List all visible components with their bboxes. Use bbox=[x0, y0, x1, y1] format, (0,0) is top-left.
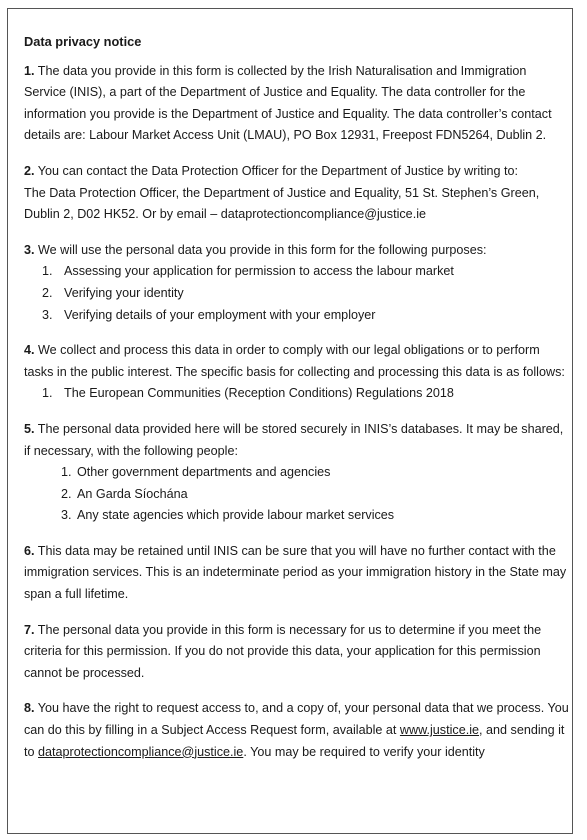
section-text: We will use the personal data you provide in this form for the following purposes: bbox=[38, 242, 487, 257]
notice-frame bbox=[7, 8, 573, 834]
section-number: 7. bbox=[24, 622, 35, 637]
section-number: 1. bbox=[24, 63, 35, 78]
section-number: 4. bbox=[24, 343, 35, 358]
section-6 bbox=[24, 541, 569, 606]
section-text: The personal data you provide in this form is necessary for us to determine if you meet the criteria for this permission. If you do not provide this data, your application for this permission cannot be processed. bbox=[24, 622, 542, 680]
justice-website-link[interactable]: www.justice.ie bbox=[399, 723, 480, 738]
list-item: 3. Any state agencies which provide labour market services bbox=[61, 508, 395, 523]
list-item: 1. The European Communities (Reception Conditions) Regulations 2018 bbox=[42, 386, 454, 401]
section-3 bbox=[24, 240, 569, 326]
basis-list bbox=[24, 383, 569, 405]
section-text: The personal data provided here will be stored securely in INIS’s databases. It may be shared, if necessary, with the following people: bbox=[24, 421, 564, 458]
section-text: , and sending it to bbox=[24, 723, 565, 759]
sharing-list bbox=[24, 462, 569, 527]
purpose-list bbox=[24, 261, 569, 326]
section-8 bbox=[24, 698, 569, 763]
section-text-address: The Data Protection Officer, the Department of Justice and Equality, 51 St. Stephen’s Green, Dublin 2, D02 HK52. Or by email – dataprotectioncompliance@justice.ie bbox=[24, 185, 540, 222]
section-number: 3. bbox=[24, 242, 35, 257]
section-7 bbox=[24, 620, 569, 685]
section-text: You have the right to request access to, and a copy of, your personal data that we process. You can do this by filling in a Subject Access Request form, available at bbox=[24, 701, 569, 738]
list-item: 1. Assessing your application for permission to access the labour market bbox=[42, 264, 454, 279]
section-text: The data you provide in this form is collected by the Irish Naturalisation and Immigration Service (INIS), a part of the Department of Justice and Equality. The data controller for the information you provide is the Department of Justice and Equality. The data controller’s contact details are: Labour Market Access Unit (LMAU), PO Box 12931, Freepost FDN5264, Dublin 2. bbox=[24, 63, 552, 143]
section-text: . You may be required to verify your identity bbox=[243, 744, 485, 759]
list-item: 2. An Garda Síochána bbox=[61, 486, 188, 501]
section-number: 2. bbox=[24, 163, 35, 178]
list-item: 1. Other government departments and agencies bbox=[61, 465, 331, 480]
page-title: Data privacy notice bbox=[24, 34, 142, 49]
section-text: We collect and process this data in order to comply with our legal obligations or to perform tasks in the public interest. The specific basis for collecting and processing this data is as follows: bbox=[24, 343, 565, 379]
section-5 bbox=[24, 419, 569, 527]
email-link[interactable]: dataprotectioncompliance@justice.ie bbox=[38, 744, 244, 759]
list-item: 3. Verifying details of your employment with your employer bbox=[42, 307, 376, 322]
section-text: This data may be retained until INIS can be sure that you will have no further contact with the immigration services. This is an indeterminate period as your immigration history in the State may span a full lifetime. bbox=[24, 543, 567, 602]
section-number: 5. bbox=[24, 421, 35, 436]
section-text: You can contact the Data Protection Officer for the Department of Justice by writing to: bbox=[37, 163, 519, 178]
section-4 bbox=[24, 340, 569, 405]
section-2 bbox=[24, 161, 569, 226]
section-number: 8. bbox=[24, 701, 35, 716]
section-1 bbox=[24, 61, 569, 147]
notice-content bbox=[24, 19, 569, 777]
list-item: 2. Verifying your identity bbox=[42, 285, 184, 300]
section-number: 6. bbox=[24, 543, 35, 558]
